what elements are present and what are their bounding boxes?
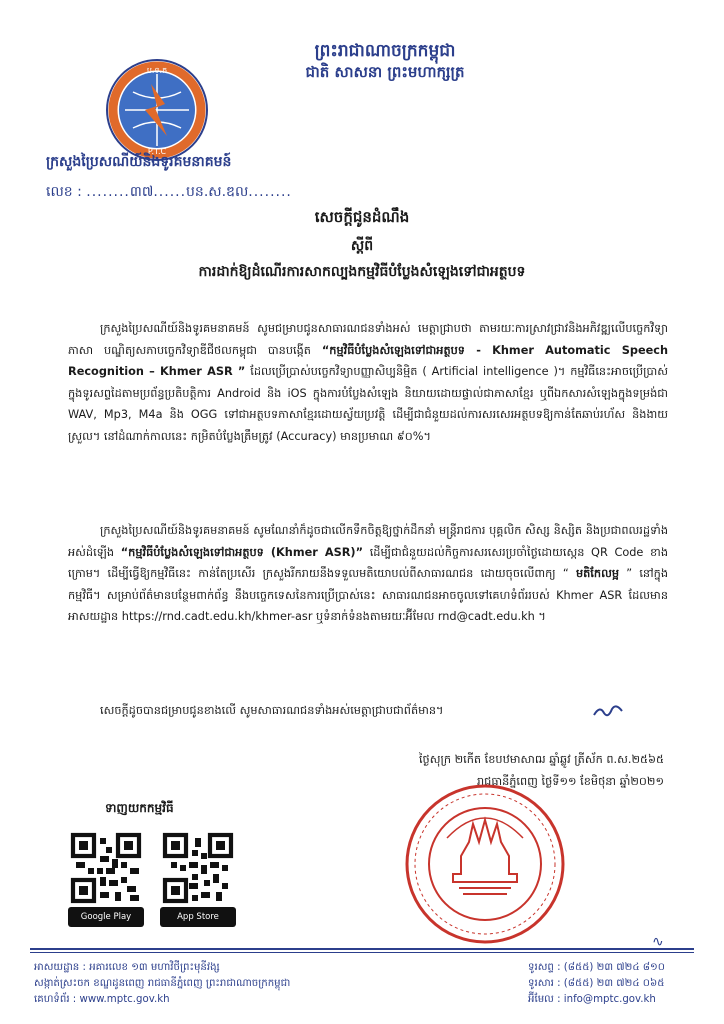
phone-label: ទូរសព្ទ :	[528, 962, 561, 973]
fax-label: ទូរសារ :	[528, 978, 561, 989]
page-initial-mark-icon: ∿	[652, 934, 664, 950]
p2-feedback-keyword: មតិកែលម្អ	[575, 567, 619, 580]
kingdom-heading: ព្រះរាជាណាចក្រកម្ពុជា	[314, 41, 456, 61]
phone-value: (៨៥៥) ២៣ ៧២៤ ៨១០	[563, 962, 665, 973]
p1-text-b: ដែលប្រើប្រាស់បច្ចេកវិទ្យាបញ្ញាសិប្បនិម្មិត ( Artificial intelligence )។ កម្មវិធីនេះអាចប្រើប្រាស់ក្នុងទូរសព្ទដៃតាមប្រព័ន្ធប្រតិបត្តិការ Android និង iOS ក្នុងការបំប្លែងសំឡេង និយាយដោយផ្ទាល់ជាភាសាខ្មែរ ឬពីឯកសារសំឡេងក្នុងទម្រង់ជា WAV, Mp3, M4a និង OGG ទៅជាអត្ថបទភាសាខ្មែរដោយស្វ័យប្រវត្តិ ដើម្បីជាជំនួយដល់ការសរសេរអត្ថបទឱ្យកាន់តែឆាប់រហ័ស និងងាយស្រួល។ នៅដំណាក់កាលនេះ កម្រិតបំប្លែងត្រឹមត្រូវ (Accuracy) មានប្រមាណ ៩០%។	[68, 365, 668, 443]
ref-dots: ........	[86, 184, 130, 200]
footer-address	[34, 960, 220, 975]
paragraph-1	[68, 318, 668, 447]
app-store-label: App Store	[177, 912, 219, 922]
ref-suffix: បន.ស.ឌល	[186, 184, 249, 200]
p2-text-a: ក្រសួងប្រៃសណីយ៍និងទូរគមនាគមន៍ សូមណែនាំក៏ដូចជាលើកទឹកចិត្តឱ្យថ្នាក់ដឹកនាំ មន្ត្រីរាជការ បុគ្គលិក សិស្ស និស្សិត និងប្រជាពលរដ្ឋទាំងអស់ដំឡើង	[68, 524, 668, 559]
paragraph-2	[68, 520, 668, 628]
footer-divider-thin	[30, 952, 694, 953]
google-play-badge[interactable]	[68, 907, 144, 927]
official-seal-icon	[403, 782, 567, 946]
footer-district: សង្កាត់ស្រះចក ខណ្ឌដូនពេញ រាជធានីភ្នំពេញ ព្រះរាជាណាចក្រកម្ពុជា	[34, 978, 291, 989]
ref-label: លេខ :	[46, 184, 82, 200]
logo-bottom-text: P.T.C	[147, 147, 167, 156]
ministry-logo	[105, 58, 209, 162]
document-subtitle-regarding: ស្តីពី	[350, 238, 374, 254]
footer-website	[34, 992, 170, 1007]
lunar-date: ថ្ងៃសុក្រ ២កើត ខែបឋមាសាឍ ឆ្នាំឆ្លូវ ត្រីស័ក ព.ស.២៥៦៥	[418, 753, 664, 766]
website-link[interactable]: www.mptc.gov.kh	[79, 994, 170, 1005]
google-play-label: Google Play	[80, 912, 132, 922]
website-label: គេហទំព័រ :	[34, 994, 77, 1005]
logo-top-text: ប.ទ.ក	[146, 66, 168, 75]
p2-app-name: “កម្មវិធីបំប្លែងសំឡេងទៅជាអត្ថបទ (Khmer ASR)”	[120, 545, 364, 559]
download-app-label: ទាញយកកម្មវិធី	[105, 801, 174, 815]
p1-app-name: “កម្មវិធីបំប្លែងសំឡេងទៅជាអត្ថបទ - Khmer Automatic Speech Recognition – Khmer ASR ”	[68, 343, 669, 378]
email-link[interactable]: info@mptc.gov.kh	[563, 994, 656, 1005]
ministry-name: ក្រសួងប្រៃសណីយ៍និងទូរគមនាគមន៍	[46, 154, 232, 170]
document-subject: ការដាក់ឱ្យដំណើរការសាកល្បងកម្មវិធីបំប្លែងសំឡេងទៅជាអត្ថបទ	[198, 264, 526, 280]
p1-text-a: ក្រសួងប្រៃសណីយ៍និងទូរគមនាគមន៍ សូមជម្រាបជូនសាធារណជនទាំងអស់ មេត្តាជ្រាបថា តាមរយៈការស្រាវជ្រាវនិងអភិវឌ្ឍលើបច្ចេកវិទ្យាភាសា បណ្ឌិត្យសភាបច្ចេកវិទ្យាឌីជីថលកម្ពុជា បានបង្កើត	[68, 322, 668, 357]
footer-divider	[30, 948, 694, 950]
solar-date: រាជធានីភ្នំពេញ ថ្ងៃទី១១ ខែមិថុនា ឆ្នាំ២០២១	[476, 775, 664, 788]
footer-email	[528, 992, 656, 1007]
ref-number: ៣៧	[129, 184, 154, 200]
fax-value: (៨៥៥) ២៣ ៧២៤ ០៦៥	[563, 978, 665, 989]
document-title: សេចក្តីជូនដំណឹង	[314, 208, 410, 226]
national-motto: ជាតិ សាសនា ព្រះមហាក្សត្រ	[305, 63, 465, 81]
qr-code-ios-icon[interactable]	[162, 832, 234, 904]
email-label: អ៊ីមែល :	[528, 994, 561, 1005]
p2-text-b: ដើម្បីជាជំនួយដល់កិច្ចការសរសេរប្រចាំថ្ងៃដោយស្កេន QR Code ខាងក្រោម។ ដើម្បីធ្វើឱ្យកម្មវិធីនេះ កាន់តែប្រសើរ ក្រសួងរីករាយនឹងទទួលមតិយោបល់ពីសាធារណជន ដោយចុចលើពាក្យ “	[68, 545, 668, 580]
address-label: អាសយដ្ឋាន :	[34, 962, 86, 973]
ref-dots-2: ......	[153, 184, 187, 200]
app-store-badge[interactable]	[160, 907, 236, 927]
footer-phone	[528, 960, 665, 975]
reference-number	[46, 182, 292, 203]
footer-fax	[528, 976, 664, 991]
ref-dots-3: ........	[248, 184, 292, 200]
address-value: អគារលេខ ១៣ មហាវិថីព្រះមុនីវង្ស	[89, 962, 220, 973]
initials-signature	[592, 703, 626, 719]
p2-text-c: ” នៅក្នុងកម្មវិធី។ សម្រាប់ព័ត៌មានបន្ថែមពាក់ព័ន្ធ នឹងបច្ចេកទេសនៃការប្រើប្រាស់នេះ សាធារណជនអាចចូលទៅគេហទំព័ររបស់ Khmer ASR ដែលមានអាសយដ្ឋាន https://rnd.cadt.edu.kh/khmer-asr ឬទំនាក់ទំនងតាមរយៈអ៊ីមែល rnd@cadt.edu.kh ។	[68, 567, 668, 623]
qr-code-android-icon[interactable]	[70, 832, 142, 904]
paragraph-closing: សេចក្តីដូចបានជម្រាបជូនខាងលើ សូមសាធារណជនទាំងអស់មេត្តាជ្រាបជាព័ត៌មាន។	[100, 704, 444, 717]
